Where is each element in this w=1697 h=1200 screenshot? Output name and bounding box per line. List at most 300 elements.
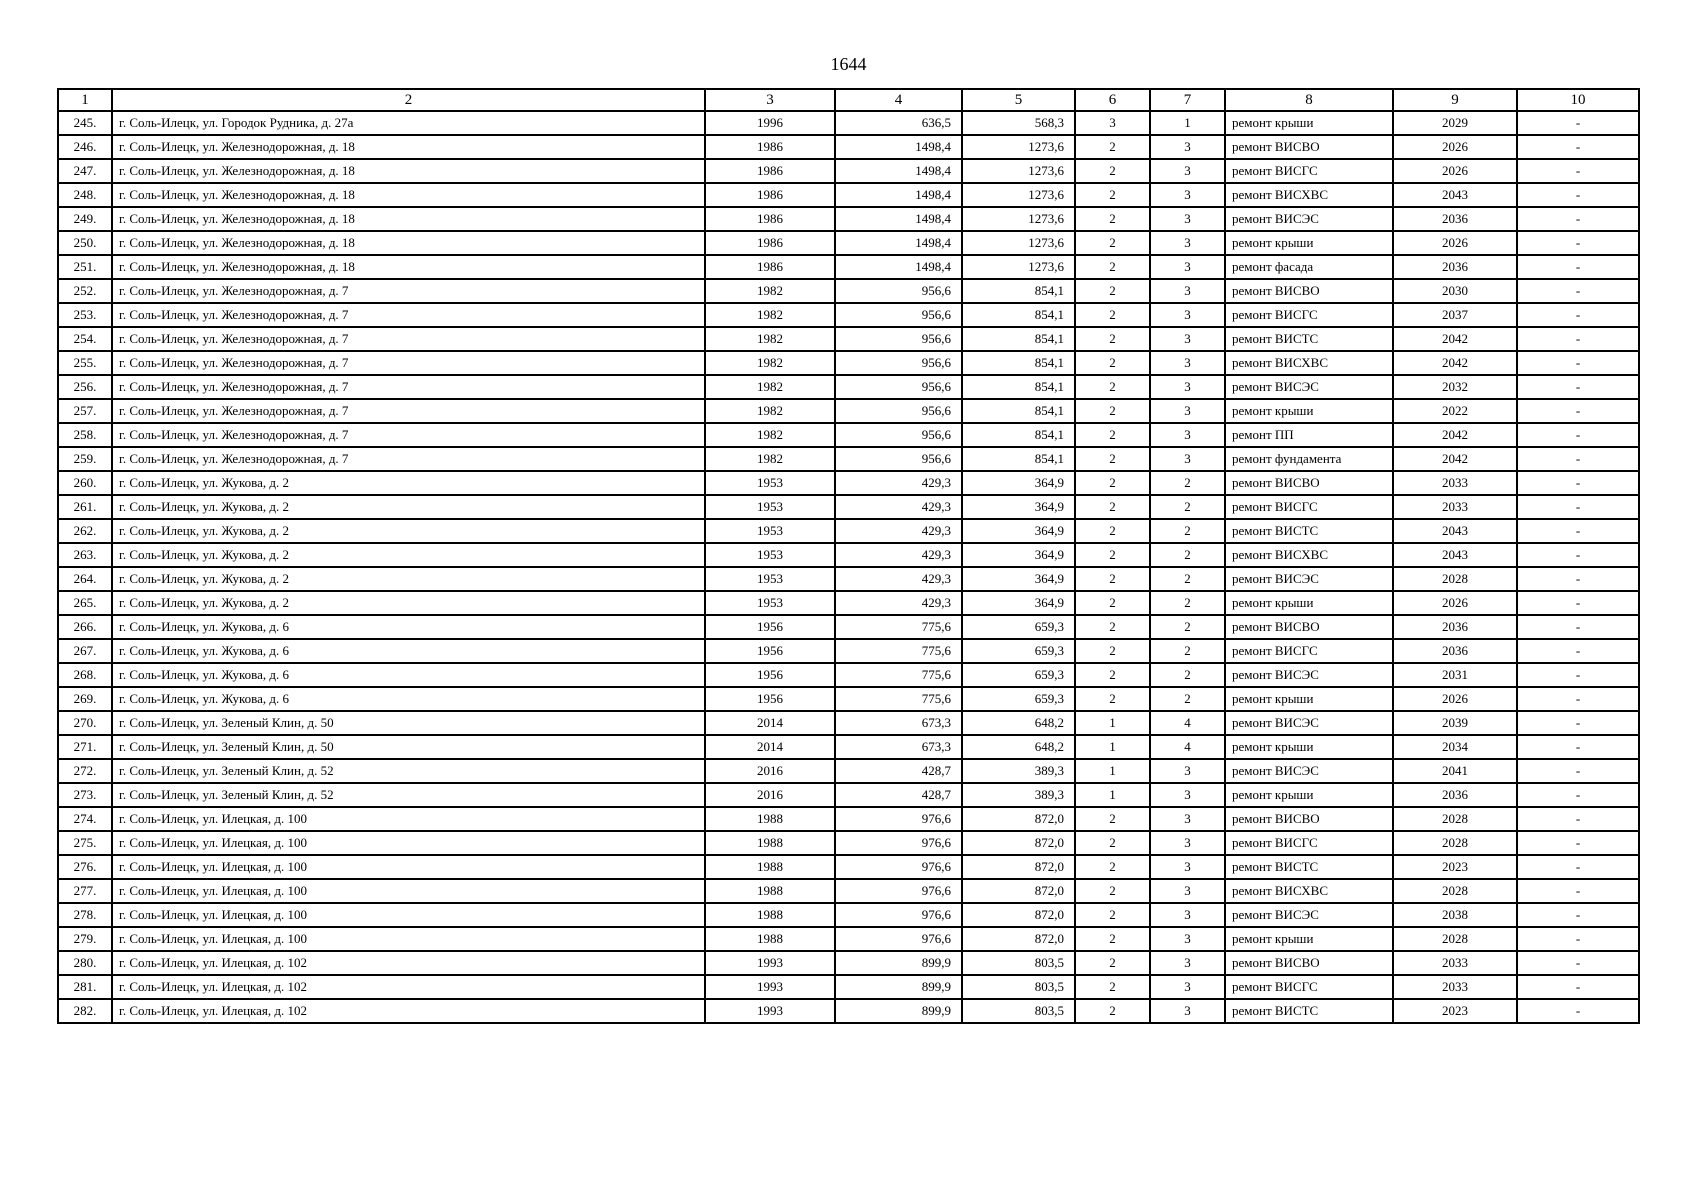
note-cell: - — [1517, 783, 1639, 807]
area-living-cell: 1273,6 — [962, 255, 1075, 279]
floors-cell: 2 — [1075, 807, 1150, 831]
table-row — [58, 615, 1639, 639]
area-living-cell: 872,0 — [962, 807, 1075, 831]
planned-year-cell: 2036 — [1393, 255, 1517, 279]
address-cell: г. Соль-Илецк, ул. Городок Рудника, д. 27а — [112, 111, 705, 135]
area-living-cell: 648,2 — [962, 735, 1075, 759]
floors-cell: 2 — [1075, 687, 1150, 711]
area-living-cell: 872,0 — [962, 927, 1075, 951]
floors-cell: 1 — [1075, 711, 1150, 735]
table-row — [58, 111, 1639, 135]
entrances-cell: 3 — [1150, 399, 1225, 423]
note-cell: - — [1517, 159, 1639, 183]
entrances-cell: 3 — [1150, 975, 1225, 999]
row-number-cell: 282. — [58, 999, 112, 1023]
table-row — [58, 303, 1639, 327]
row-number-cell: 247. — [58, 159, 112, 183]
note-cell: - — [1517, 495, 1639, 519]
work-type-cell: ремонт ВИСГС — [1225, 975, 1393, 999]
area-living-cell: 659,3 — [962, 663, 1075, 687]
planned-year-cell: 2036 — [1393, 639, 1517, 663]
floors-cell: 2 — [1075, 639, 1150, 663]
floors-cell: 2 — [1075, 999, 1150, 1023]
row-number-cell: 265. — [58, 591, 112, 615]
area-total-cell: 673,3 — [835, 735, 962, 759]
entrances-cell: 3 — [1150, 375, 1225, 399]
note-cell: - — [1517, 375, 1639, 399]
area-total-cell: 429,3 — [835, 495, 962, 519]
area-total-cell: 976,6 — [835, 903, 962, 927]
address-cell: г. Соль-Илецк, ул. Зеленый Клин, д. 52 — [112, 759, 705, 783]
area-total-cell: 956,6 — [835, 303, 962, 327]
address-cell: г. Соль-Илецк, ул. Жукова, д. 6 — [112, 639, 705, 663]
area-total-cell: 429,3 — [835, 567, 962, 591]
area-total-cell: 976,6 — [835, 927, 962, 951]
note-cell: - — [1517, 471, 1639, 495]
planned-year-cell: 2030 — [1393, 279, 1517, 303]
note-cell: - — [1517, 231, 1639, 255]
area-living-cell: 1273,6 — [962, 231, 1075, 255]
area-total-cell: 429,3 — [835, 591, 962, 615]
entrances-cell: 3 — [1150, 759, 1225, 783]
table-row — [58, 471, 1639, 495]
floors-cell: 2 — [1075, 423, 1150, 447]
area-living-cell: 659,3 — [962, 615, 1075, 639]
work-type-cell: ремонт ВИСГС — [1225, 495, 1393, 519]
area-total-cell: 956,6 — [835, 351, 962, 375]
planned-year-cell: 2028 — [1393, 879, 1517, 903]
year-cell: 1982 — [705, 327, 835, 351]
table-row — [58, 423, 1639, 447]
address-cell: г. Соль-Илецк, ул. Жукова, д. 2 — [112, 495, 705, 519]
year-cell: 1988 — [705, 879, 835, 903]
planned-year-cell: 2029 — [1393, 111, 1517, 135]
note-cell: - — [1517, 207, 1639, 231]
note-cell: - — [1517, 111, 1639, 135]
work-type-cell: ремонт крыши — [1225, 735, 1393, 759]
column-header: 5 — [962, 89, 1075, 111]
planned-year-cell: 2023 — [1393, 999, 1517, 1023]
row-number-cell: 281. — [58, 975, 112, 999]
area-total-cell: 428,7 — [835, 759, 962, 783]
table-row — [58, 207, 1639, 231]
work-type-cell: ремонт ВИСГС — [1225, 639, 1393, 663]
row-number-cell: 253. — [58, 303, 112, 327]
floors-cell: 3 — [1075, 111, 1150, 135]
row-number-cell: 280. — [58, 951, 112, 975]
table-row — [58, 855, 1639, 879]
work-type-cell: ремонт ВИСТС — [1225, 999, 1393, 1023]
year-cell: 1996 — [705, 111, 835, 135]
year-cell: 1988 — [705, 903, 835, 927]
planned-year-cell: 2038 — [1393, 903, 1517, 927]
work-type-cell: ремонт ВИСТС — [1225, 855, 1393, 879]
note-cell: - — [1517, 135, 1639, 159]
area-living-cell: 803,5 — [962, 999, 1075, 1023]
planned-year-cell: 2028 — [1393, 807, 1517, 831]
area-total-cell: 956,6 — [835, 279, 962, 303]
address-cell: г. Соль-Илецк, ул. Илецкая, д. 100 — [112, 855, 705, 879]
column-header: 6 — [1075, 89, 1150, 111]
row-number-cell: 271. — [58, 735, 112, 759]
area-total-cell: 976,6 — [835, 831, 962, 855]
row-number-cell: 264. — [58, 567, 112, 591]
entrances-cell: 3 — [1150, 303, 1225, 327]
year-cell: 1986 — [705, 183, 835, 207]
address-cell: г. Соль-Илецк, ул. Железнодорожная, д. 7 — [112, 303, 705, 327]
entrances-cell: 3 — [1150, 951, 1225, 975]
planned-year-cell: 2026 — [1393, 687, 1517, 711]
row-number-cell: 258. — [58, 423, 112, 447]
floors-cell: 1 — [1075, 759, 1150, 783]
area-living-cell: 1273,6 — [962, 159, 1075, 183]
area-total-cell: 899,9 — [835, 951, 962, 975]
address-cell: г. Соль-Илецк, ул. Железнодорожная, д. 7 — [112, 279, 705, 303]
area-total-cell: 428,7 — [835, 783, 962, 807]
area-total-cell: 956,6 — [835, 375, 962, 399]
row-number-cell: 270. — [58, 711, 112, 735]
entrances-cell: 3 — [1150, 255, 1225, 279]
year-cell: 1956 — [705, 687, 835, 711]
year-cell: 1988 — [705, 831, 835, 855]
entrances-cell: 3 — [1150, 327, 1225, 351]
row-number-cell: 274. — [58, 807, 112, 831]
address-cell: г. Соль-Илецк, ул. Жукова, д. 6 — [112, 687, 705, 711]
address-cell: г. Соль-Илецк, ул. Железнодорожная, д. 18 — [112, 231, 705, 255]
year-cell: 1986 — [705, 135, 835, 159]
area-living-cell: 659,3 — [962, 639, 1075, 663]
area-total-cell: 956,6 — [835, 423, 962, 447]
row-number-cell: 259. — [58, 447, 112, 471]
work-type-cell: ремонт ВИСВО — [1225, 951, 1393, 975]
note-cell: - — [1517, 567, 1639, 591]
area-living-cell: 364,9 — [962, 543, 1075, 567]
entrances-cell: 2 — [1150, 639, 1225, 663]
address-cell: г. Соль-Илецк, ул. Жукова, д. 2 — [112, 591, 705, 615]
planned-year-cell: 2042 — [1393, 423, 1517, 447]
area-living-cell: 872,0 — [962, 831, 1075, 855]
area-living-cell: 872,0 — [962, 855, 1075, 879]
table-row — [58, 807, 1639, 831]
year-cell: 1982 — [705, 375, 835, 399]
floors-cell: 2 — [1075, 855, 1150, 879]
table-row — [58, 543, 1639, 567]
area-living-cell: 854,1 — [962, 303, 1075, 327]
planned-year-cell: 2043 — [1393, 543, 1517, 567]
note-cell: - — [1517, 183, 1639, 207]
area-total-cell: 429,3 — [835, 471, 962, 495]
floors-cell: 2 — [1075, 495, 1150, 519]
row-number-cell: 279. — [58, 927, 112, 951]
floors-cell: 1 — [1075, 735, 1150, 759]
year-cell: 1993 — [705, 999, 835, 1023]
year-cell: 1956 — [705, 663, 835, 687]
row-number-cell: 266. — [58, 615, 112, 639]
address-cell: г. Соль-Илецк, ул. Железнодорожная, д. 7 — [112, 423, 705, 447]
address-cell: г. Соль-Илецк, ул. Зеленый Клин, д. 50 — [112, 711, 705, 735]
floors-cell: 2 — [1075, 183, 1150, 207]
note-cell: - — [1517, 351, 1639, 375]
planned-year-cell: 2031 — [1393, 663, 1517, 687]
year-cell: 2014 — [705, 711, 835, 735]
address-cell: г. Соль-Илецк, ул. Илецкая, д. 100 — [112, 807, 705, 831]
table-row — [58, 831, 1639, 855]
entrances-cell: 4 — [1150, 711, 1225, 735]
floors-cell: 2 — [1075, 375, 1150, 399]
planned-year-cell: 2028 — [1393, 567, 1517, 591]
table-row — [58, 903, 1639, 927]
floors-cell: 2 — [1075, 951, 1150, 975]
address-cell: г. Соль-Илецк, ул. Жукова, д. 6 — [112, 663, 705, 687]
planned-year-cell: 2033 — [1393, 975, 1517, 999]
row-number-cell: 251. — [58, 255, 112, 279]
entrances-cell: 3 — [1150, 447, 1225, 471]
year-cell: 1953 — [705, 495, 835, 519]
address-cell: г. Соль-Илецк, ул. Железнодорожная, д. 7 — [112, 399, 705, 423]
area-living-cell: 389,3 — [962, 783, 1075, 807]
table-row — [58, 783, 1639, 807]
floors-cell: 2 — [1075, 591, 1150, 615]
address-cell: г. Соль-Илецк, ул. Илецкая, д. 102 — [112, 951, 705, 975]
note-cell: - — [1517, 951, 1639, 975]
work-type-cell: ремонт ВИСВО — [1225, 135, 1393, 159]
table-row — [58, 399, 1639, 423]
area-living-cell: 803,5 — [962, 951, 1075, 975]
area-total-cell: 1498,4 — [835, 231, 962, 255]
entrances-cell: 3 — [1150, 423, 1225, 447]
entrances-cell: 3 — [1150, 879, 1225, 903]
work-type-cell: ремонт фасада — [1225, 255, 1393, 279]
area-total-cell: 775,6 — [835, 615, 962, 639]
table-row — [58, 255, 1639, 279]
note-cell: - — [1517, 663, 1639, 687]
row-number-cell: 268. — [58, 663, 112, 687]
year-cell: 1986 — [705, 159, 835, 183]
area-living-cell: 854,1 — [962, 399, 1075, 423]
row-number-cell: 272. — [58, 759, 112, 783]
address-cell: г. Соль-Илецк, ул. Жукова, д. 2 — [112, 519, 705, 543]
row-number-cell: 246. — [58, 135, 112, 159]
table-row — [58, 375, 1639, 399]
entrances-cell: 2 — [1150, 615, 1225, 639]
work-type-cell: ремонт крыши — [1225, 111, 1393, 135]
address-cell: г. Соль-Илецк, ул. Жукова, д. 2 — [112, 543, 705, 567]
address-cell: г. Соль-Илецк, ул. Илецкая, д. 100 — [112, 831, 705, 855]
floors-cell: 2 — [1075, 135, 1150, 159]
year-cell: 1986 — [705, 231, 835, 255]
area-total-cell: 976,6 — [835, 879, 962, 903]
planned-year-cell: 2028 — [1393, 927, 1517, 951]
entrances-cell: 4 — [1150, 735, 1225, 759]
registry-table — [57, 88, 1640, 1024]
note-cell: - — [1517, 807, 1639, 831]
area-living-cell: 364,9 — [962, 519, 1075, 543]
area-living-cell: 854,1 — [962, 279, 1075, 303]
note-cell: - — [1517, 303, 1639, 327]
table-row — [58, 879, 1639, 903]
area-total-cell: 429,3 — [835, 519, 962, 543]
note-cell: - — [1517, 903, 1639, 927]
floors-cell: 2 — [1075, 327, 1150, 351]
work-type-cell: ремонт ВИСХВС — [1225, 879, 1393, 903]
area-total-cell: 775,6 — [835, 687, 962, 711]
area-living-cell: 803,5 — [962, 975, 1075, 999]
area-total-cell: 956,6 — [835, 327, 962, 351]
floors-cell: 2 — [1075, 255, 1150, 279]
entrances-cell: 3 — [1150, 807, 1225, 831]
area-living-cell: 648,2 — [962, 711, 1075, 735]
planned-year-cell: 2032 — [1393, 375, 1517, 399]
work-type-cell: ремонт ВИСГС — [1225, 831, 1393, 855]
column-header: 4 — [835, 89, 962, 111]
entrances-cell: 2 — [1150, 471, 1225, 495]
address-cell: г. Соль-Илецк, ул. Илецкая, д. 100 — [112, 903, 705, 927]
table-row — [58, 183, 1639, 207]
area-living-cell: 568,3 — [962, 111, 1075, 135]
year-cell: 1953 — [705, 567, 835, 591]
year-cell: 1982 — [705, 447, 835, 471]
year-cell: 2016 — [705, 759, 835, 783]
note-cell: - — [1517, 759, 1639, 783]
note-cell: - — [1517, 975, 1639, 999]
work-type-cell: ремонт ВИСВО — [1225, 471, 1393, 495]
area-living-cell: 659,3 — [962, 687, 1075, 711]
entrances-cell: 2 — [1150, 567, 1225, 591]
row-number-cell: 254. — [58, 327, 112, 351]
row-number-cell: 273. — [58, 783, 112, 807]
area-total-cell: 899,9 — [835, 975, 962, 999]
area-total-cell: 899,9 — [835, 999, 962, 1023]
floors-cell: 2 — [1075, 663, 1150, 687]
year-cell: 1953 — [705, 543, 835, 567]
entrances-cell: 3 — [1150, 279, 1225, 303]
address-cell: г. Соль-Илецк, ул. Железнодорожная, д. 18 — [112, 159, 705, 183]
floors-cell: 2 — [1075, 231, 1150, 255]
work-type-cell: ремонт крыши — [1225, 927, 1393, 951]
work-type-cell: ремонт ВИСВО — [1225, 615, 1393, 639]
year-cell: 1953 — [705, 471, 835, 495]
year-cell: 1953 — [705, 591, 835, 615]
planned-year-cell: 2036 — [1393, 615, 1517, 639]
address-cell: г. Соль-Илецк, ул. Железнодорожная, д. 18 — [112, 183, 705, 207]
work-type-cell: ремонт ВИСХВС — [1225, 351, 1393, 375]
note-cell: - — [1517, 543, 1639, 567]
area-total-cell: 976,6 — [835, 807, 962, 831]
area-living-cell: 872,0 — [962, 903, 1075, 927]
row-number-cell: 276. — [58, 855, 112, 879]
area-total-cell: 636,5 — [835, 111, 962, 135]
row-number-cell: 256. — [58, 375, 112, 399]
row-number-cell: 269. — [58, 687, 112, 711]
year-cell: 1982 — [705, 279, 835, 303]
area-total-cell: 1498,4 — [835, 183, 962, 207]
year-cell: 2014 — [705, 735, 835, 759]
table-row — [58, 687, 1639, 711]
work-type-cell: ремонт ВИСТС — [1225, 327, 1393, 351]
column-header: 1 — [58, 89, 112, 111]
column-header: 7 — [1150, 89, 1225, 111]
table-row — [58, 231, 1639, 255]
planned-year-cell: 2033 — [1393, 951, 1517, 975]
column-header: 10 — [1517, 89, 1639, 111]
entrances-cell: 3 — [1150, 903, 1225, 927]
work-type-cell: ремонт фундамента — [1225, 447, 1393, 471]
address-cell: г. Соль-Илецк, ул. Железнодорожная, д. 18 — [112, 255, 705, 279]
area-total-cell: 956,6 — [835, 447, 962, 471]
note-cell: - — [1517, 639, 1639, 663]
note-cell: - — [1517, 399, 1639, 423]
floors-cell: 2 — [1075, 207, 1150, 231]
work-type-cell: ремонт ВИСГС — [1225, 159, 1393, 183]
floors-cell: 2 — [1075, 879, 1150, 903]
planned-year-cell: 2036 — [1393, 783, 1517, 807]
planned-year-cell: 2036 — [1393, 207, 1517, 231]
row-number-cell: 267. — [58, 639, 112, 663]
table-row — [58, 567, 1639, 591]
planned-year-cell: 2026 — [1393, 159, 1517, 183]
column-header: 9 — [1393, 89, 1517, 111]
year-cell: 2016 — [705, 783, 835, 807]
year-cell: 1986 — [705, 255, 835, 279]
area-total-cell: 1498,4 — [835, 135, 962, 159]
work-type-cell: ремонт ВИСВО — [1225, 279, 1393, 303]
work-type-cell: ремонт крыши — [1225, 399, 1393, 423]
planned-year-cell: 2042 — [1393, 447, 1517, 471]
floors-cell: 2 — [1075, 447, 1150, 471]
note-cell: - — [1517, 735, 1639, 759]
row-number-cell: 262. — [58, 519, 112, 543]
year-cell: 1982 — [705, 423, 835, 447]
column-header: 8 — [1225, 89, 1393, 111]
note-cell: - — [1517, 879, 1639, 903]
row-number-cell: 245. — [58, 111, 112, 135]
area-living-cell: 854,1 — [962, 375, 1075, 399]
address-cell: г. Соль-Илецк, ул. Илецкая, д. 102 — [112, 999, 705, 1023]
entrances-cell: 2 — [1150, 519, 1225, 543]
table-row — [58, 159, 1639, 183]
planned-year-cell: 2034 — [1393, 735, 1517, 759]
note-cell: - — [1517, 327, 1639, 351]
planned-year-cell: 2033 — [1393, 471, 1517, 495]
entrances-cell: 3 — [1150, 135, 1225, 159]
planned-year-cell: 2037 — [1393, 303, 1517, 327]
work-type-cell: ремонт ВИСВО — [1225, 807, 1393, 831]
table-row — [58, 495, 1639, 519]
planned-year-cell: 2042 — [1393, 351, 1517, 375]
area-total-cell: 429,3 — [835, 543, 962, 567]
area-total-cell: 775,6 — [835, 639, 962, 663]
table-body — [58, 111, 1639, 1023]
note-cell: - — [1517, 855, 1639, 879]
note-cell: - — [1517, 591, 1639, 615]
entrances-cell: 3 — [1150, 351, 1225, 375]
address-cell: г. Соль-Илецк, ул. Илецкая, д. 100 — [112, 927, 705, 951]
work-type-cell: ремонт ПП — [1225, 423, 1393, 447]
area-total-cell: 956,6 — [835, 399, 962, 423]
table-row — [58, 711, 1639, 735]
floors-cell: 2 — [1075, 351, 1150, 375]
address-cell: г. Соль-Илецк, ул. Железнодорожная, д. 18 — [112, 135, 705, 159]
work-type-cell: ремонт ВИСГС — [1225, 303, 1393, 327]
area-living-cell: 389,3 — [962, 759, 1075, 783]
address-cell: г. Соль-Илецк, ул. Илецкая, д. 100 — [112, 879, 705, 903]
floors-cell: 2 — [1075, 975, 1150, 999]
address-cell: г. Соль-Илецк, ул. Жукова, д. 2 — [112, 471, 705, 495]
work-type-cell: ремонт ВИСЭС — [1225, 903, 1393, 927]
work-type-cell: ремонт ВИСЭС — [1225, 711, 1393, 735]
note-cell: - — [1517, 423, 1639, 447]
area-living-cell: 854,1 — [962, 327, 1075, 351]
